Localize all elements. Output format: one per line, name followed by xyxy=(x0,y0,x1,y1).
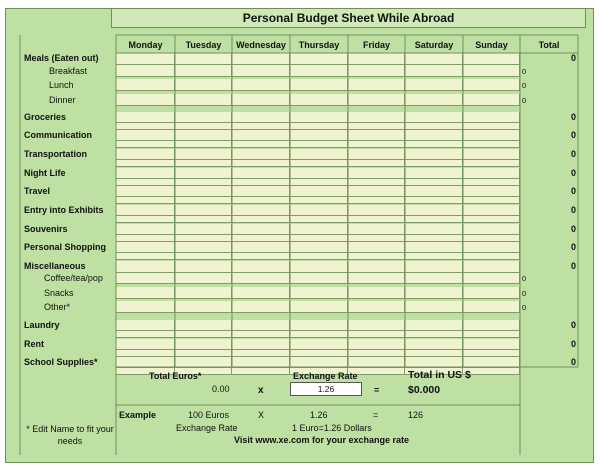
header-thursday: Thursday xyxy=(298,40,340,50)
row-label-communication: Communication xyxy=(24,130,93,140)
subrow-total-breakfast: 0 xyxy=(522,67,527,76)
row-transportation-extra-wednesday-cell[interactable] xyxy=(232,160,290,167)
row-souvenirs-saturday-cell[interactable] xyxy=(405,224,463,235)
row-communication-monday-cell[interactable] xyxy=(116,130,175,141)
row-night-life-extra-thursday-cell[interactable] xyxy=(290,179,348,186)
subrow-coffee-tea-pop-saturday-cell[interactable] xyxy=(405,272,463,284)
row-travel-extra-sunday-cell[interactable] xyxy=(463,197,520,204)
row-travel-extra-monday-cell[interactable] xyxy=(116,197,175,204)
row-entry-into-exhibits-monday-cell[interactable] xyxy=(116,205,175,216)
subrow-label-coffee-tea-pop: Coffee/tea/pop xyxy=(44,273,103,283)
row-label-meals-eaten-out: Meals (Eaten out) xyxy=(24,53,99,63)
row-rent-extra-thursday-cell[interactable] xyxy=(290,350,348,357)
row-groceries-friday-cell[interactable] xyxy=(348,112,405,123)
row-meals-eaten-out-monday-cell[interactable] xyxy=(116,53,175,65)
row-night-life-extra-sunday-cell[interactable] xyxy=(463,179,520,186)
row-rent-saturday-cell[interactable] xyxy=(405,339,463,350)
row-communication-extra-wednesday-cell[interactable] xyxy=(232,141,290,148)
row-personal-shopping-extra-wednesday-cell[interactable] xyxy=(232,253,290,260)
row-label-entry-into-exhibits: Entry into Exhibits xyxy=(24,205,104,215)
subrow-coffee-tea-pop-thursday-cell[interactable] xyxy=(290,272,348,284)
example-rate-label: Exchange Rate xyxy=(176,423,238,433)
row-rent-wednesday-cell[interactable] xyxy=(232,339,290,350)
row-label-laundry: Laundry xyxy=(24,320,60,330)
row-night-life-extra-saturday-cell[interactable] xyxy=(405,179,463,186)
row-night-life-extra-monday-cell[interactable] xyxy=(116,179,175,186)
subrow-label-breakfast: Breakfast xyxy=(49,66,88,76)
subrow-total-dinner: 0 xyxy=(522,96,527,105)
row-laundry-extra-thursday-cell[interactable] xyxy=(290,331,348,338)
row-souvenirs-tuesday-cell[interactable] xyxy=(175,224,232,235)
row-total-meals-eaten-out: 0 xyxy=(570,53,576,63)
subrow-dinner-sunday-cell[interactable] xyxy=(463,94,520,106)
row-communication-extra-sunday-cell[interactable] xyxy=(463,141,520,148)
row-meals-eaten-out-wednesday-cell[interactable] xyxy=(232,53,290,65)
row-night-life-extra-tuesday-cell[interactable] xyxy=(175,179,232,186)
row-total-school-supplies: 0 xyxy=(570,357,576,367)
row-label-travel: Travel xyxy=(24,186,51,196)
row-label-night-life: Night Life xyxy=(24,168,66,178)
subrow-snacks-sunday-cell[interactable] xyxy=(463,287,520,299)
subrow-coffee-tea-pop-sunday-cell[interactable] xyxy=(463,272,520,284)
subrow-lunch-monday-cell[interactable] xyxy=(116,79,175,91)
row-groceries-extra-tuesday-cell[interactable] xyxy=(175,123,232,130)
row-groceries-extra-thursday-cell[interactable] xyxy=(290,123,348,130)
row-miscellaneous-friday-cell[interactable] xyxy=(348,261,405,273)
subrow-snacks-saturday-cell[interactable] xyxy=(405,287,463,299)
subrow-breakfast-sunday-cell[interactable] xyxy=(463,65,520,77)
row-groceries-extra-wednesday-cell[interactable] xyxy=(232,123,290,130)
subrow-label-other: Other* xyxy=(44,302,71,312)
row-souvenirs-monday-cell[interactable] xyxy=(116,224,175,235)
row-communication-sunday-cell[interactable] xyxy=(463,130,520,141)
row-souvenirs-extra-friday-cell[interactable] xyxy=(348,235,405,242)
row-personal-shopping-extra-monday-cell[interactable] xyxy=(116,253,175,260)
header-wednesday: Wednesday xyxy=(236,40,286,50)
row-total-rent: 0 xyxy=(570,339,576,349)
subrow-snacks-monday-cell[interactable] xyxy=(116,287,175,299)
row-personal-shopping-saturday-cell[interactable] xyxy=(405,242,463,253)
row-total-night-life: 0 xyxy=(570,168,576,178)
row-communication-thursday-cell[interactable] xyxy=(290,130,348,141)
row-souvenirs-thursday-cell[interactable] xyxy=(290,224,348,235)
row-rent-extra-monday-cell[interactable] xyxy=(116,350,175,357)
total-us-value: $0.000 xyxy=(408,384,441,396)
row-laundry-extra-tuesday-cell[interactable] xyxy=(175,331,232,338)
subrow-dinner-wednesday-cell[interactable] xyxy=(232,94,290,106)
row-school-supplies-wednesday-cell[interactable] xyxy=(232,357,290,368)
row-school-supplies-saturday-cell[interactable] xyxy=(405,357,463,368)
row-laundry-extra-wednesday-cell[interactable] xyxy=(232,331,290,338)
row-night-life-wednesday-cell[interactable] xyxy=(232,168,290,179)
example-times: X xyxy=(258,410,265,420)
row-entry-into-exhibits-tuesday-cell[interactable] xyxy=(175,205,232,216)
example-equals: = xyxy=(373,410,379,420)
row-souvenirs-extra-tuesday-cell[interactable] xyxy=(175,235,232,242)
row-label-personal-shopping: Personal Shopping xyxy=(24,242,107,252)
example-rate-note: 1 Euro=1.26 Dollars xyxy=(292,423,372,433)
row-total-laundry: 0 xyxy=(570,320,576,330)
subrow-breakfast-wednesday-cell[interactable] xyxy=(232,65,290,77)
row-rent-monday-cell[interactable] xyxy=(116,339,175,350)
row-entry-into-exhibits-saturday-cell[interactable] xyxy=(405,205,463,216)
row-laundry-monday-cell[interactable] xyxy=(116,320,175,331)
row-night-life-friday-cell[interactable] xyxy=(348,168,405,179)
row-travel-extra-friday-cell[interactable] xyxy=(348,197,405,204)
row-total-souvenirs: 0 xyxy=(570,224,576,234)
row-total-miscellaneous: 0 xyxy=(570,261,576,271)
row-travel-tuesday-cell[interactable] xyxy=(175,186,232,197)
row-transportation-extra-monday-cell[interactable] xyxy=(116,160,175,167)
row-souvenirs-friday-cell[interactable] xyxy=(348,224,405,235)
example-euros: 100 Euros xyxy=(188,410,230,420)
header-sunday: Sunday xyxy=(475,40,508,50)
row-miscellaneous-wednesday-cell[interactable] xyxy=(232,261,290,273)
row-groceries-sunday-cell[interactable] xyxy=(463,112,520,123)
sheet-title: Personal Budget Sheet While Abroad xyxy=(111,8,586,28)
row-travel-monday-cell[interactable] xyxy=(116,186,175,197)
row-entry-into-exhibits-extra-monday-cell[interactable] xyxy=(116,216,175,223)
row-transportation-extra-saturday-cell[interactable] xyxy=(405,160,463,167)
row-groceries-extra-sunday-cell[interactable] xyxy=(463,123,520,130)
row-personal-shopping-monday-cell[interactable] xyxy=(116,242,175,253)
row-travel-thursday-cell[interactable] xyxy=(290,186,348,197)
row-communication-tuesday-cell[interactable] xyxy=(175,130,232,141)
row-transportation-monday-cell[interactable] xyxy=(116,149,175,160)
row-travel-wednesday-cell[interactable] xyxy=(232,186,290,197)
subrow-coffee-tea-pop-monday-cell[interactable] xyxy=(116,272,175,284)
row-label-souvenirs: Souvenirs xyxy=(24,224,68,234)
row-personal-shopping-extra-saturday-cell[interactable] xyxy=(405,253,463,260)
subrow-dinner-monday-cell[interactable] xyxy=(116,94,175,106)
subrow-breakfast-friday-cell[interactable] xyxy=(348,65,405,77)
subrow-other-sunday-cell[interactable] xyxy=(463,301,520,313)
row-groceries-monday-cell[interactable] xyxy=(116,112,175,123)
subrow-dinner-thursday-cell[interactable] xyxy=(290,94,348,106)
row-communication-extra-thursday-cell[interactable] xyxy=(290,141,348,148)
row-transportation-extra-friday-cell[interactable] xyxy=(348,160,405,167)
header-friday: Friday xyxy=(362,40,390,50)
row-groceries-extra-friday-cell[interactable] xyxy=(348,123,405,130)
row-school-supplies-thursday-cell[interactable] xyxy=(290,357,348,368)
row-total-personal-shopping: 0 xyxy=(570,242,576,252)
row-laundry-extra-sunday-cell[interactable] xyxy=(463,331,520,338)
equals-symbol: = xyxy=(374,385,380,395)
row-personal-shopping-extra-thursday-cell[interactable] xyxy=(290,253,348,260)
exchange-rate-input[interactable]: 1.26 xyxy=(290,382,362,396)
subrow-label-dinner: Dinner xyxy=(49,95,76,105)
row-travel-saturday-cell[interactable] xyxy=(405,186,463,197)
multiply-symbol: x xyxy=(258,385,264,396)
row-travel-extra-thursday-cell[interactable] xyxy=(290,197,348,204)
subrow-snacks-tuesday-cell[interactable] xyxy=(175,287,232,299)
subrow-dinner-saturday-cell[interactable] xyxy=(405,94,463,106)
subrow-breakfast-thursday-cell[interactable] xyxy=(290,65,348,77)
row-rent-extra-tuesday-cell[interactable] xyxy=(175,350,232,357)
subrow-breakfast-saturday-cell[interactable] xyxy=(405,65,463,77)
row-laundry-saturday-cell[interactable] xyxy=(405,320,463,331)
row-night-life-monday-cell[interactable] xyxy=(116,168,175,179)
row-entry-into-exhibits-friday-cell[interactable] xyxy=(348,205,405,216)
row-travel-sunday-cell[interactable] xyxy=(463,186,520,197)
row-personal-shopping-sunday-cell[interactable] xyxy=(463,242,520,253)
subrow-other-monday-cell[interactable] xyxy=(116,301,175,313)
row-label-transportation: Transportation xyxy=(24,149,88,159)
row-total-entry-into-exhibits: 0 xyxy=(570,205,576,215)
header-tuesday: Tuesday xyxy=(185,40,222,50)
row-label-groceries: Groceries xyxy=(24,112,67,122)
total-euros-label: Total Euros* xyxy=(149,371,202,381)
row-rent-extra-saturday-cell[interactable] xyxy=(405,350,463,357)
row-entry-into-exhibits-wednesday-cell[interactable] xyxy=(232,205,290,216)
row-laundry-extra-monday-cell[interactable] xyxy=(116,331,175,338)
row-transportation-sunday-cell[interactable] xyxy=(463,149,520,160)
row-night-life-thursday-cell[interactable] xyxy=(290,168,348,179)
subrow-label-lunch: Lunch xyxy=(49,80,74,90)
row-personal-shopping-extra-sunday-cell[interactable] xyxy=(463,253,520,260)
row-groceries-saturday-cell[interactable] xyxy=(405,112,463,123)
row-total-groceries: 0 xyxy=(570,112,576,122)
footnote: * Edit Name to fit your needs xyxy=(26,424,114,446)
row-meals-eaten-out-friday-cell[interactable] xyxy=(348,53,405,65)
row-communication-extra-tuesday-cell[interactable] xyxy=(175,141,232,148)
subrow-coffee-tea-pop-wednesday-cell[interactable] xyxy=(232,272,290,284)
row-travel-extra-wednesday-cell[interactable] xyxy=(232,197,290,204)
subrow-other-tuesday-cell[interactable] xyxy=(175,301,232,313)
subrow-lunch-thursday-cell[interactable] xyxy=(290,79,348,91)
subrow-dinner-tuesday-cell[interactable] xyxy=(175,94,232,106)
row-total-communication: 0 xyxy=(570,130,576,140)
row-laundry-sunday-cell[interactable] xyxy=(463,320,520,331)
row-entry-into-exhibits-extra-saturday-cell[interactable] xyxy=(405,216,463,223)
row-souvenirs-extra-sunday-cell[interactable] xyxy=(463,235,520,242)
row-personal-shopping-tuesday-cell[interactable] xyxy=(175,242,232,253)
example-rate: 1.26 xyxy=(310,410,328,420)
row-school-supplies-monday-cell[interactable] xyxy=(116,357,175,368)
row-laundry-extra-friday-cell[interactable] xyxy=(348,331,405,338)
row-meals-eaten-out-thursday-cell[interactable] xyxy=(290,53,348,65)
row-night-life-extra-friday-cell[interactable] xyxy=(348,179,405,186)
header-saturday: Saturday xyxy=(414,40,454,50)
example-label: Example xyxy=(119,410,157,420)
subrow-other-saturday-cell[interactable] xyxy=(405,301,463,313)
row-total-transportation: 0 xyxy=(570,149,576,159)
row-groceries-thursday-cell[interactable] xyxy=(290,112,348,123)
row-meals-eaten-out-tuesday-cell[interactable] xyxy=(175,53,232,65)
row-rent-friday-cell[interactable] xyxy=(348,339,405,350)
row-laundry-tuesday-cell[interactable] xyxy=(175,320,232,331)
row-entry-into-exhibits-thursday-cell[interactable] xyxy=(290,205,348,216)
row-entry-into-exhibits-extra-wednesday-cell[interactable] xyxy=(232,216,290,223)
row-entry-into-exhibits-extra-sunday-cell[interactable] xyxy=(463,216,520,223)
row-souvenirs-sunday-cell[interactable] xyxy=(463,224,520,235)
row-communication-extra-saturday-cell[interactable] xyxy=(405,141,463,148)
row-school-supplies-extra-wednesday-cell[interactable] xyxy=(232,368,290,375)
row-transportation-friday-cell[interactable] xyxy=(348,149,405,160)
subrow-other-friday-cell[interactable] xyxy=(348,301,405,313)
subrow-lunch-sunday-cell[interactable] xyxy=(463,79,520,91)
row-rent-sunday-cell[interactable] xyxy=(463,339,520,350)
row-label-rent: Rent xyxy=(24,339,44,349)
header-monday: Monday xyxy=(128,40,163,50)
row-miscellaneous-tuesday-cell[interactable] xyxy=(175,261,232,273)
subrow-breakfast-tuesday-cell[interactable] xyxy=(175,65,232,77)
subrow-other-wednesday-cell[interactable] xyxy=(232,301,290,313)
row-travel-extra-tuesday-cell[interactable] xyxy=(175,197,232,204)
subrow-coffee-tea-pop-tuesday-cell[interactable] xyxy=(175,272,232,284)
total-us-label: Total in US $ xyxy=(408,369,471,381)
row-transportation-tuesday-cell[interactable] xyxy=(175,149,232,160)
row-rent-thursday-cell[interactable] xyxy=(290,339,348,350)
subrow-snacks-wednesday-cell[interactable] xyxy=(232,287,290,299)
row-transportation-extra-tuesday-cell[interactable] xyxy=(175,160,232,167)
row-personal-shopping-friday-cell[interactable] xyxy=(348,242,405,253)
row-miscellaneous-sunday-cell[interactable] xyxy=(463,261,520,273)
row-laundry-thursday-cell[interactable] xyxy=(290,320,348,331)
subrow-snacks-thursday-cell[interactable] xyxy=(290,287,348,299)
subrow-total-other: 0 xyxy=(522,303,527,312)
row-night-life-saturday-cell[interactable] xyxy=(405,168,463,179)
row-souvenirs-wednesday-cell[interactable] xyxy=(232,224,290,235)
row-label-miscellaneous: Miscellaneous xyxy=(24,261,86,271)
row-night-life-sunday-cell[interactable] xyxy=(463,168,520,179)
row-rent-extra-wednesday-cell[interactable] xyxy=(232,350,290,357)
row-entry-into-exhibits-extra-friday-cell[interactable] xyxy=(348,216,405,223)
row-school-supplies-sunday-cell[interactable] xyxy=(463,357,520,368)
row-rent-extra-friday-cell[interactable] xyxy=(348,350,405,357)
row-entry-into-exhibits-extra-thursday-cell[interactable] xyxy=(290,216,348,223)
row-transportation-extra-thursday-cell[interactable] xyxy=(290,160,348,167)
row-laundry-extra-saturday-cell[interactable] xyxy=(405,331,463,338)
row-personal-shopping-extra-tuesday-cell[interactable] xyxy=(175,253,232,260)
subrow-coffee-tea-pop-friday-cell[interactable] xyxy=(348,272,405,284)
row-souvenirs-extra-monday-cell[interactable] xyxy=(116,235,175,242)
subrow-label-snacks: Snacks xyxy=(44,288,74,298)
subrow-lunch-saturday-cell[interactable] xyxy=(405,79,463,91)
row-school-supplies-extra-sunday-cell[interactable] xyxy=(463,368,520,375)
row-groceries-tuesday-cell[interactable] xyxy=(175,112,232,123)
subrow-dinner-friday-cell[interactable] xyxy=(348,94,405,106)
row-communication-saturday-cell[interactable] xyxy=(405,130,463,141)
row-rent-tuesday-cell[interactable] xyxy=(175,339,232,350)
subrow-total-snacks: 0 xyxy=(522,289,527,298)
row-meals-eaten-out-sunday-cell[interactable] xyxy=(463,53,520,65)
subrow-lunch-friday-cell[interactable] xyxy=(348,79,405,91)
subrow-lunch-tuesday-cell[interactable] xyxy=(175,79,232,91)
row-laundry-friday-cell[interactable] xyxy=(348,320,405,331)
row-transportation-thursday-cell[interactable] xyxy=(290,149,348,160)
row-school-supplies-friday-cell[interactable] xyxy=(348,357,405,368)
row-night-life-tuesday-cell[interactable] xyxy=(175,168,232,179)
row-groceries-extra-saturday-cell[interactable] xyxy=(405,123,463,130)
subrow-breakfast-monday-cell[interactable] xyxy=(116,65,175,77)
row-groceries-wednesday-cell[interactable] xyxy=(232,112,290,123)
row-souvenirs-extra-saturday-cell[interactable] xyxy=(405,235,463,242)
subrow-lunch-wednesday-cell[interactable] xyxy=(232,79,290,91)
row-rent-extra-sunday-cell[interactable] xyxy=(463,350,520,357)
row-entry-into-exhibits-sunday-cell[interactable] xyxy=(463,205,520,216)
row-communication-wednesday-cell[interactable] xyxy=(232,130,290,141)
row-miscellaneous-monday-cell[interactable] xyxy=(116,261,175,273)
row-school-supplies-tuesday-cell[interactable] xyxy=(175,357,232,368)
row-entry-into-exhibits-extra-tuesday-cell[interactable] xyxy=(175,216,232,223)
row-night-life-extra-wednesday-cell[interactable] xyxy=(232,179,290,186)
exchange-rate-label: Exchange Rate xyxy=(293,371,358,381)
row-communication-extra-monday-cell[interactable] xyxy=(116,141,175,148)
row-personal-shopping-thursday-cell[interactable] xyxy=(290,242,348,253)
row-transportation-wednesday-cell[interactable] xyxy=(232,149,290,160)
example-result: 126 xyxy=(408,410,424,420)
row-travel-friday-cell[interactable] xyxy=(348,186,405,197)
subrow-total-coffee-tea-pop: 0 xyxy=(522,274,527,283)
row-miscellaneous-thursday-cell[interactable] xyxy=(290,261,348,273)
row-miscellaneous-saturday-cell[interactable] xyxy=(405,261,463,273)
row-personal-shopping-extra-friday-cell[interactable] xyxy=(348,253,405,260)
subrow-snacks-friday-cell[interactable] xyxy=(348,287,405,299)
row-transportation-saturday-cell[interactable] xyxy=(405,149,463,160)
row-label-school-supplies: School Supplies* xyxy=(24,357,98,367)
row-personal-shopping-wednesday-cell[interactable] xyxy=(232,242,290,253)
row-souvenirs-extra-wednesday-cell[interactable] xyxy=(232,235,290,242)
row-transportation-extra-sunday-cell[interactable] xyxy=(463,160,520,167)
subrow-total-lunch: 0 xyxy=(522,81,527,90)
row-souvenirs-extra-thursday-cell[interactable] xyxy=(290,235,348,242)
total-euros-value: 0.00 xyxy=(212,384,230,394)
row-laundry-wednesday-cell[interactable] xyxy=(232,320,290,331)
header-total: Total xyxy=(538,40,560,50)
visit-xe-note: Visit www.xe.com for your exchange rate xyxy=(234,435,410,445)
row-communication-friday-cell[interactable] xyxy=(348,130,405,141)
subrow-other-thursday-cell[interactable] xyxy=(290,301,348,313)
row-meals-eaten-out-saturday-cell[interactable] xyxy=(405,53,463,65)
row-total-travel: 0 xyxy=(570,186,576,196)
row-travel-extra-saturday-cell[interactable] xyxy=(405,197,463,204)
row-communication-extra-friday-cell[interactable] xyxy=(348,141,405,148)
row-groceries-extra-monday-cell[interactable] xyxy=(116,123,175,130)
